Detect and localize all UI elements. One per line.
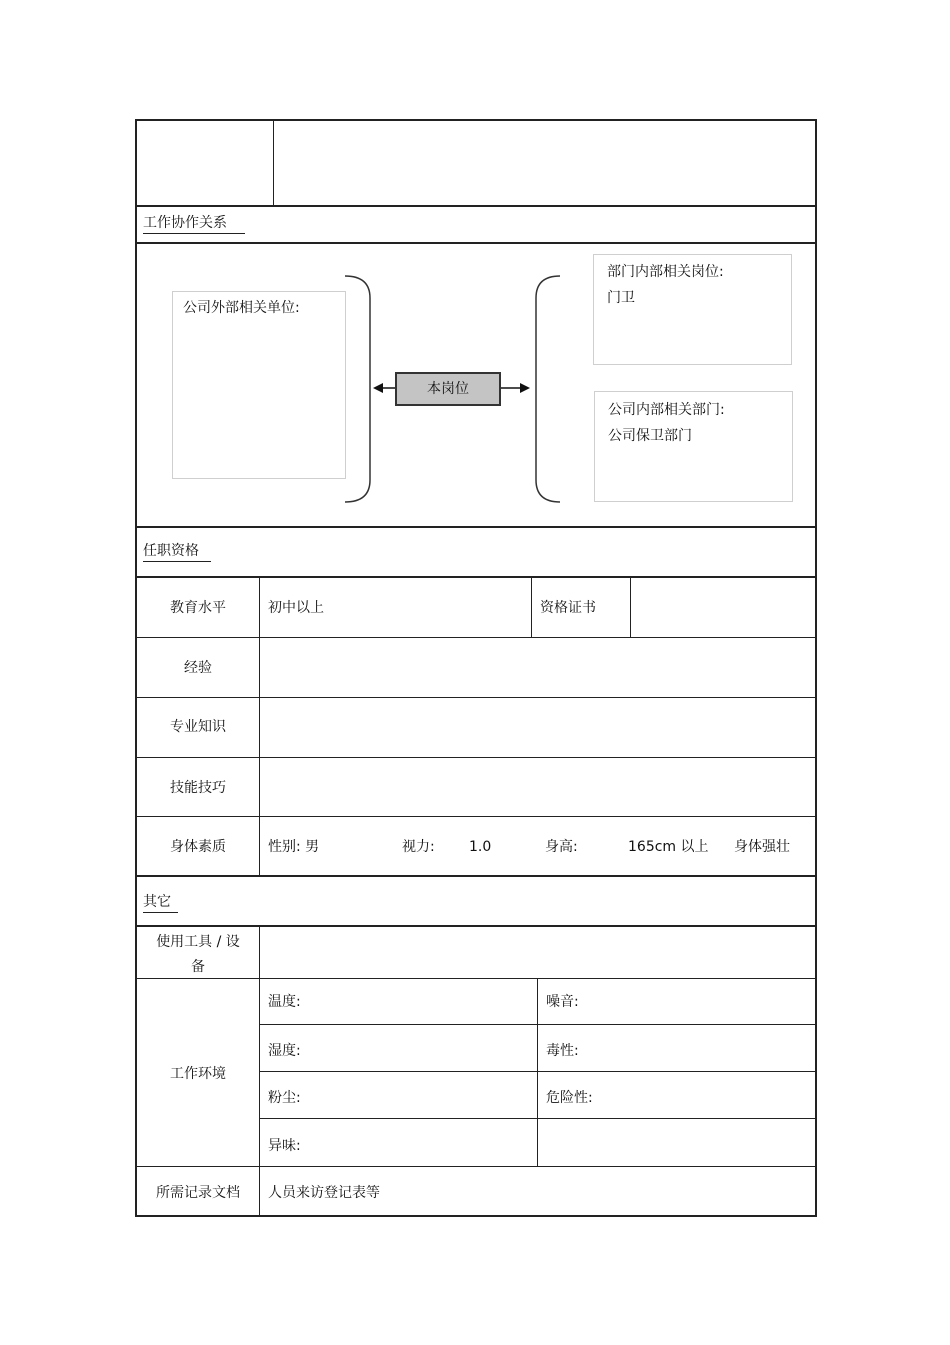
danger-label: 危险性: xyxy=(546,1090,593,1106)
row-divider xyxy=(136,757,816,758)
records-label: 所需记录文档 xyxy=(156,1185,240,1201)
row-divider xyxy=(260,1071,816,1072)
section-title-collaboration: 工作协作关系 xyxy=(143,214,245,234)
environment-middle-line xyxy=(537,978,538,1167)
vision-label: 视力: xyxy=(402,839,435,855)
temperature-label: 温度: xyxy=(268,994,301,1010)
row-divider xyxy=(136,875,816,877)
odor-label: 异味: xyxy=(268,1138,301,1154)
row-divider xyxy=(136,637,816,638)
environment-label: 工作环境 xyxy=(170,1066,226,1082)
physical-label: 身体素质 xyxy=(170,839,226,855)
tools-label-line1: 使用工具 / 设 xyxy=(156,934,240,950)
vision-value: 1.0 xyxy=(469,839,492,855)
row-divider xyxy=(136,697,816,698)
tools-label-line2: 备 xyxy=(191,959,205,975)
company-internal-value: 公司保卫部门 xyxy=(608,428,692,444)
section-title-other: 其它 xyxy=(143,893,178,913)
row-divider xyxy=(136,526,816,528)
row-divider xyxy=(136,816,816,817)
dept-internal-label: 部门内部相关岗位: xyxy=(607,264,724,280)
skills-label: 技能技巧 xyxy=(170,780,226,796)
education-label: 教育水平 xyxy=(170,600,226,616)
section-title-qualification: 任职资格 xyxy=(143,542,211,562)
cert-value-column-line xyxy=(630,578,631,638)
dept-internal-value: 门卫 xyxy=(607,290,635,306)
row-divider xyxy=(136,576,816,578)
physique-value: 身体强壮 xyxy=(734,839,790,855)
row-divider xyxy=(136,978,816,979)
row-divider xyxy=(260,1024,816,1025)
row-divider xyxy=(136,1166,816,1167)
experience-label: 经验 xyxy=(184,660,212,676)
row-divider xyxy=(136,925,816,927)
height-value: 165cm 以上 xyxy=(628,839,709,855)
gender-value: 性别: 男 xyxy=(268,839,320,855)
external-units-label: 公司外部相关单位: xyxy=(183,300,300,316)
company-internal-label: 公司内部相关部门: xyxy=(608,402,725,418)
row-divider xyxy=(260,1118,816,1119)
cert-column-line xyxy=(531,578,532,638)
noise-label: 噪音: xyxy=(546,994,579,1010)
records-value: 人员来访登记表等 xyxy=(268,1185,380,1201)
qual-label-column-line xyxy=(259,578,260,876)
certificate-label: 资格证书 xyxy=(540,600,596,616)
height-label: 身高: xyxy=(545,839,578,855)
dust-label: 粉尘: xyxy=(268,1090,301,1106)
education-value: 初中以上 xyxy=(268,600,324,616)
current-post-box: 本岗位 xyxy=(395,372,501,406)
humidity-label: 湿度: xyxy=(268,1043,301,1059)
toxicity-label: 毒性: xyxy=(546,1043,579,1059)
knowledge-label: 专业知识 xyxy=(170,719,226,735)
